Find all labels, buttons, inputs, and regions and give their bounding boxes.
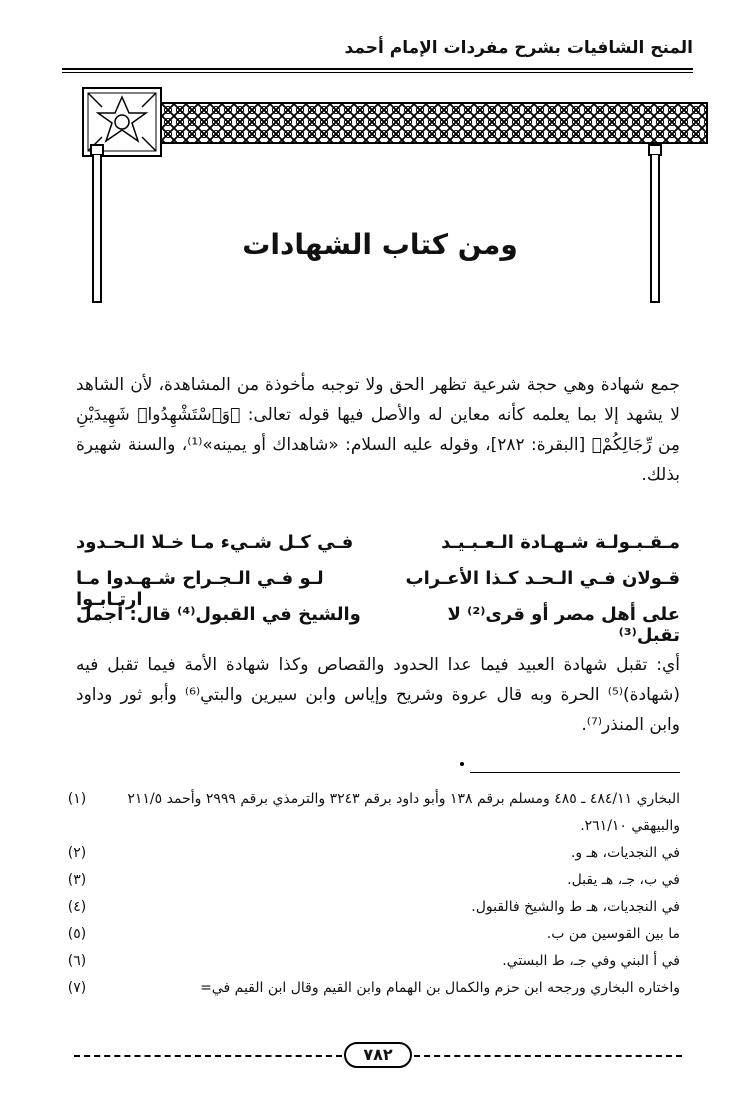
footnote-item bbox=[60, 948, 680, 975]
footnote-separator bbox=[470, 772, 680, 773]
footnote-item bbox=[60, 786, 680, 840]
ornament-band bbox=[160, 102, 708, 144]
verse-hemistich-right: على أهل مصر أو قرى⁽²⁾ لا تقبل⁽³⁾ bbox=[447, 604, 680, 646]
footnote-number: (٢) bbox=[67, 845, 87, 861]
chapter-title: ومن كتاب الشهادات bbox=[242, 228, 518, 261]
footnote-text: البخاري ٤٨٤/١١ ـ ٤٨٥ ومسلم برقم ١٣٨ وأبو داود برقم ٣٢٤٣ والترمذي برقم ٢٩٩٩ وأحمد ٢١١/٥ والبيهقي ٢٦١/١٠. bbox=[127, 791, 680, 834]
footnote-item bbox=[60, 867, 680, 894]
footnote-text: في النجديات، هـ و. bbox=[570, 845, 680, 861]
verse-hemistich-right: قـولان فـي الـحـد كـذا الأعـراب bbox=[405, 568, 680, 589]
footnotes bbox=[60, 786, 680, 1002]
header-rule-thin bbox=[62, 72, 693, 73]
footer-rule-right bbox=[414, 1055, 682, 1057]
footnote-number: (٦) bbox=[67, 953, 87, 969]
footnote-item bbox=[60, 921, 680, 948]
frame-post-left bbox=[92, 155, 102, 303]
header-rule bbox=[62, 68, 693, 70]
footer-rule-left bbox=[74, 1055, 342, 1057]
footnote-item bbox=[60, 975, 680, 1002]
footnote-number: (١) bbox=[67, 791, 87, 807]
footnote-text: في النجديات، هـ ط والشيخ فالقبول. bbox=[471, 899, 680, 915]
intro-paragraph: جمع شهادة وهي حجة شرعية تظهر الحق ولا توجبه مأخوذة من المشاهدة، لأن الشاهد لا يشهد إلا بما يعلمه كأنه معاين له والأصل فيها قوله تعالى: ﴿وَٱسْتَشْهِدُوا۟ شَهِيدَيْنِ مِن رِّجَالِكُمْ﴾ [البقرة: ٢٨٢]، وقوله عليه السلام: «شاهداك أو يمينه»⁽¹⁾، والسنة شهيرة بذلك. bbox=[76, 375, 680, 485]
verse-hemistich-left: والشيخ في القبول⁽⁴⁾ قال: أجمل bbox=[76, 604, 361, 625]
footnote-item bbox=[60, 894, 680, 921]
frame-post-right bbox=[650, 155, 660, 303]
footnote-number: (٤) bbox=[67, 899, 87, 915]
footnote-text: في ب، جـ، هـ يقبل. bbox=[567, 872, 680, 888]
footnote-text: واختاره البخاري ورجحه ابن حزم والكمال بن الهمام وابن القيم وقال ابن القيم في= bbox=[200, 980, 680, 996]
verse-line-1 bbox=[76, 532, 680, 553]
verse-hemistich-left: فـي كـل شـيء مـا خـلا الـحـدود bbox=[76, 532, 354, 553]
page-footer bbox=[74, 1040, 682, 1070]
footnote-text: في أ البني وفي جـ، ط البستي. bbox=[502, 953, 680, 969]
verse-hemistich-left: لـو فـي الـجـراح شـهـدوا مـا ارتـابـوا bbox=[76, 568, 324, 610]
footnote-dot bbox=[460, 762, 464, 766]
page-number: ٧٨٢ bbox=[344, 1042, 412, 1068]
running-header: المنح الشافيات بشرح مفردات الإمام أحمد bbox=[344, 38, 693, 58]
verse-hemistich-right: مـقـبـولـة شـهـادة الـعـبـيـد bbox=[441, 532, 680, 553]
footnote-text: ما بين القوسين من ب. bbox=[546, 926, 680, 942]
footnote-number: (٣) bbox=[67, 872, 87, 888]
footnote-item bbox=[60, 840, 680, 867]
verse-line-3 bbox=[76, 604, 680, 646]
footnote-number: (٧) bbox=[67, 980, 87, 996]
footnote-number: (٥) bbox=[67, 926, 87, 942]
explanation-paragraph: أي: تقبل شهادة العبيد فيما عدا الحدود والقصاص وكذا شهادة الأمة فيما تقبل فيه (شهادة)⁽⁵⁾ الحرة وبه قال عروة وشريح وإياس وابن سيرين والبتي⁽⁶⁾ وأبو ثور وداود وابن المنذر⁽⁷⁾. bbox=[76, 655, 680, 735]
